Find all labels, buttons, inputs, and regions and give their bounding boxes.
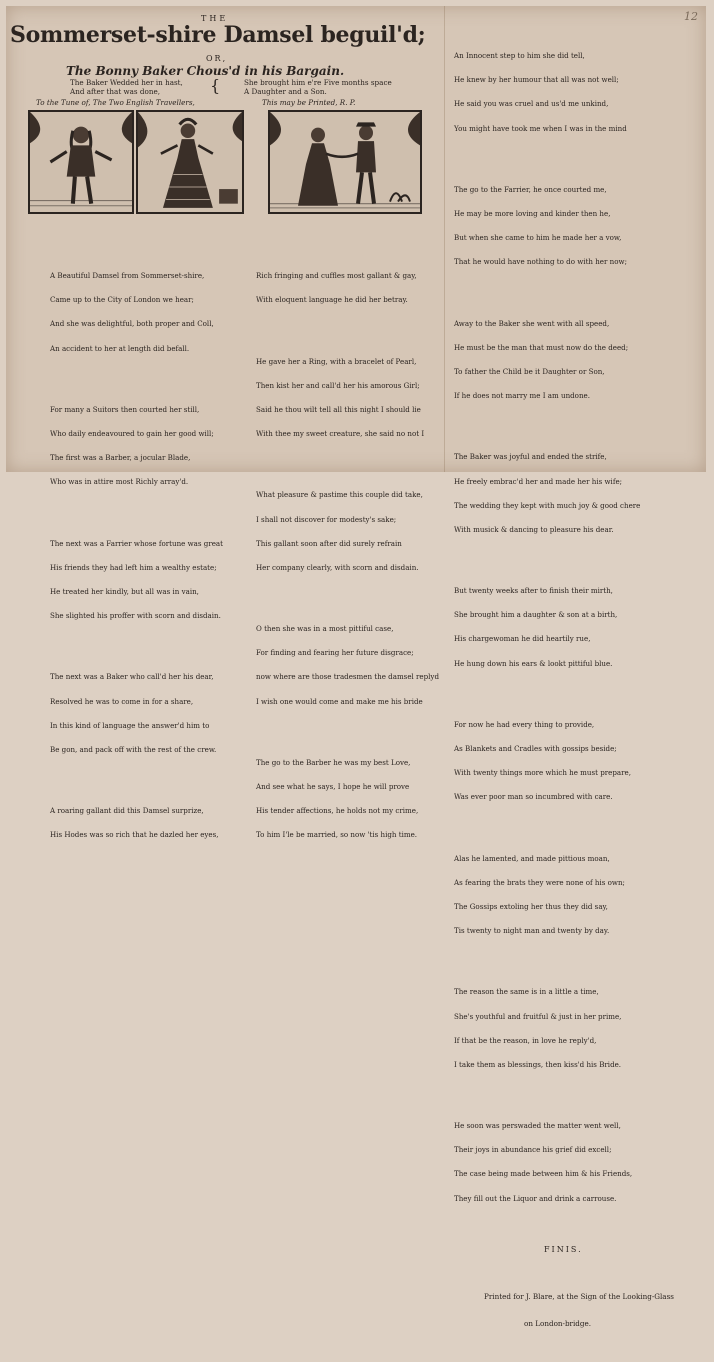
verse-line: If that be the reason, in love he reply'd, xyxy=(454,1035,597,1045)
imprint-line: Printed for J. Blare, at the Sign of the Looking-Glass xyxy=(484,1291,674,1301)
verse-line: For finding and fearing her future disgrace; xyxy=(256,648,414,658)
verse-line: now where are those tradesmen the damsel replyd xyxy=(256,672,439,682)
verse-line: His friends they had left him a wealthy estate; xyxy=(50,562,217,572)
stanza xyxy=(50,791,250,855)
verse-line: An Innocent step to him she did tell, xyxy=(454,51,585,61)
verse-column-right xyxy=(454,20,704,1362)
synopsis-line: A Daughter and a Son. xyxy=(244,87,327,96)
stanza xyxy=(256,743,436,856)
verse-column-middle xyxy=(256,240,439,877)
verse-line: And she was delightful, both proper and Coll, xyxy=(50,319,214,329)
verse-line: He soon was perswaded the matter went well, xyxy=(454,1121,621,1131)
finis-mark: FINIS. xyxy=(544,1244,583,1254)
verse-line: Her company clearly, with scorn and disdain. xyxy=(256,562,419,572)
stanza xyxy=(454,839,704,952)
verse-line: To father the Child be it Daughter or Son, xyxy=(454,366,605,376)
verse-line: Be gon, and pack off with the rest of the crew. xyxy=(50,744,217,754)
verse-line: The go to the Barber he was my best Love, xyxy=(256,757,411,767)
verse-line: Came up to the City of London we hear; xyxy=(50,295,194,305)
broadside-sheet xyxy=(6,6,706,1328)
verse-line: A roaring gallant did this Damsel surprize, xyxy=(50,806,204,816)
verse-line: She's youthful and fruitful & just in her prime, xyxy=(454,1011,622,1021)
verse-line: His chargewoman he did heartily rue, xyxy=(454,634,591,644)
verse-line: I shall not discover for modesty's sake; xyxy=(256,514,397,524)
woodcut-gentleman-image xyxy=(30,112,132,212)
verse-line: The first was a Barber, a jocular Blade, xyxy=(50,453,191,463)
stanza xyxy=(50,390,250,503)
verse-line: The reason the same is in a little a time, xyxy=(454,987,599,997)
verse-line: With eloquent language he did her betray. xyxy=(256,295,408,305)
page-subtitle: The Bonny Baker Chous'd in his Bargain. xyxy=(66,64,345,78)
verse-line: He treated her kindly, but all was in vain, xyxy=(50,586,199,596)
verse-line: Tis twenty to night man and twenty by day. xyxy=(454,926,610,936)
verse-line: Their joys in abundance his grief did excell; xyxy=(454,1145,612,1155)
verse-line: Then kist her and call'd her his amorous Girl; xyxy=(256,380,420,390)
stanza xyxy=(454,437,704,550)
verse-line: He must be the man that must now do the deed; xyxy=(454,342,629,352)
verse-line: A Beautiful Damsel from Sommerset-shire, xyxy=(50,271,205,281)
verse-line: With twenty things more which he must prepare, xyxy=(454,768,631,778)
verse-line: That he would have nothing to do with her now; xyxy=(454,257,627,267)
verse-line: This gallant soon after did surely refrain xyxy=(256,538,402,548)
stanza xyxy=(256,256,436,320)
verse-line: He knew by her humour that all was not well; xyxy=(454,75,619,85)
imprint-line: on London-bridge. xyxy=(524,1318,592,1328)
verse-line: Alas he lamented, and made pittious moan, xyxy=(454,853,610,863)
stanza xyxy=(50,657,250,770)
verse-line: What pleasure & pastime this couple did take, xyxy=(256,490,423,500)
stanza xyxy=(454,1106,704,1219)
verse-line: With thee my sweet creature, she said no not I xyxy=(256,429,425,439)
woodcut-lady-image xyxy=(138,112,242,212)
stanza xyxy=(454,170,704,283)
verse-line: O then she was in a most pittiful case, xyxy=(256,624,394,634)
verse-line: They fill out the Liquor and drink a carrouse. xyxy=(454,1193,617,1203)
verse-line: The Gossips extoling her thus they did say, xyxy=(454,901,608,911)
stanza xyxy=(454,705,704,818)
verse-line: As fearing the brats they were none of his own; xyxy=(454,877,625,887)
stanza xyxy=(454,36,704,149)
verse-line: The go to the Farrier, he once courted me, xyxy=(454,184,607,194)
synopsis-line: The Baker Wedded her in hast, xyxy=(70,78,183,87)
verse-line: An accident to her at length did befall. xyxy=(50,343,190,353)
synopsis-line: She brought him e're Five months space xyxy=(244,78,392,87)
verse-line: And see what he says, I hope he will prove xyxy=(256,782,410,792)
corner-mark: 12 xyxy=(684,10,698,23)
verse-line: Who daily endeavoured to gain her good will; xyxy=(50,429,214,439)
verse-line: I wish one would come and make me his bride xyxy=(256,696,423,706)
verse-column-left xyxy=(50,240,250,877)
brace-ornament: { xyxy=(210,76,221,95)
woodcut-couple xyxy=(268,110,422,214)
verse-line: The case being made between him & his Friends, xyxy=(454,1169,633,1179)
stanza xyxy=(50,524,250,637)
license-note: This may be Printed, R. P. xyxy=(262,98,356,107)
verse-line: He freely embrac'd her and made her his wife; xyxy=(454,476,623,486)
verse-line: He may be more loving and kinder then he, xyxy=(454,209,611,219)
verse-line: The next was a Baker who call'd her his dear, xyxy=(50,672,214,682)
tune-note: To the Tune of, The Two English Travellers, xyxy=(36,98,195,107)
verse-line: You might have took me when I was in the mind xyxy=(454,123,627,133)
verse-line: He gave her a Ring, with a bracelet of Pearl, xyxy=(256,356,417,366)
verse-line: The next was a Farrier whose fortune was great xyxy=(50,538,224,548)
woodcut-gentleman xyxy=(28,110,134,214)
stanza xyxy=(50,256,250,369)
verse-line: Was ever poor man so incumbred with care. xyxy=(454,792,613,802)
verse-line: I take them as blessings, then kiss'd his Bride. xyxy=(454,1059,622,1069)
woodcut-couple-image xyxy=(270,112,420,212)
verse-line: The wedding they kept with much joy & good chere xyxy=(454,500,641,510)
imprint xyxy=(484,1274,704,1346)
verse-line: To him I'le be married, so now 'tis high time. xyxy=(256,830,418,840)
stanza xyxy=(256,342,436,455)
verse-line: If he does not marry me I am undone. xyxy=(454,391,590,401)
stanza xyxy=(454,304,704,417)
stanza xyxy=(454,972,704,1085)
verse-line: Rich fringing and cuffles most gallant & gay, xyxy=(256,271,417,281)
verse-line: In this kind of language the answer'd him to xyxy=(50,720,210,730)
verse-line: Away to the Baker she went with all speed, xyxy=(454,318,610,328)
verse-line: With musick & dancing to pleasure his dear. xyxy=(454,524,614,534)
page-title: Sommerset-shire Damsel beguil'd; xyxy=(10,22,426,48)
verse-line: The Baker was joyful and ended the strife, xyxy=(454,452,607,462)
synopsis-left xyxy=(70,78,183,96)
title-prefix: THE xyxy=(201,14,229,23)
verse-line: But when she came to him he made her a vow, xyxy=(454,233,622,243)
center-fold xyxy=(444,6,445,472)
verse-line: Said he thou wilt tell all this night I should lie xyxy=(256,404,421,414)
synopsis-right xyxy=(244,78,392,96)
synopsis-line: And after that was done, xyxy=(70,87,160,96)
verse-line: Resolved he was to come in for a share, xyxy=(50,696,194,706)
title-conjunction: OR, xyxy=(206,54,228,63)
verse-line: He hung down his ears & lookt pittiful blue. xyxy=(454,658,613,668)
verse-line: His tender affections, he holds not my crime, xyxy=(256,806,419,816)
stanza xyxy=(256,609,439,722)
verse-line: He said you was cruel and us'd me unkind, xyxy=(454,99,609,109)
stanza xyxy=(256,475,436,588)
stanza xyxy=(454,571,704,684)
verse-line: But twenty weeks after to finish their mirth, xyxy=(454,586,613,596)
verse-line: For many a Suitors then courted her still, xyxy=(50,404,200,414)
verse-line: She brought him a daughter & son at a birth, xyxy=(454,610,618,620)
verse-line: His Hodes was so rich that he dazled her eyes, xyxy=(50,830,219,840)
verse-line: Who was in attire most Richly array'd. xyxy=(50,477,189,487)
verse-line: For now he had every thing to provide, xyxy=(454,719,595,729)
woodcut-lady xyxy=(136,110,244,214)
verse-line: As Blankets and Cradles with gossips beside; xyxy=(454,744,617,754)
verse-line: She slighted his proffer with scorn and disdain. xyxy=(50,611,221,621)
